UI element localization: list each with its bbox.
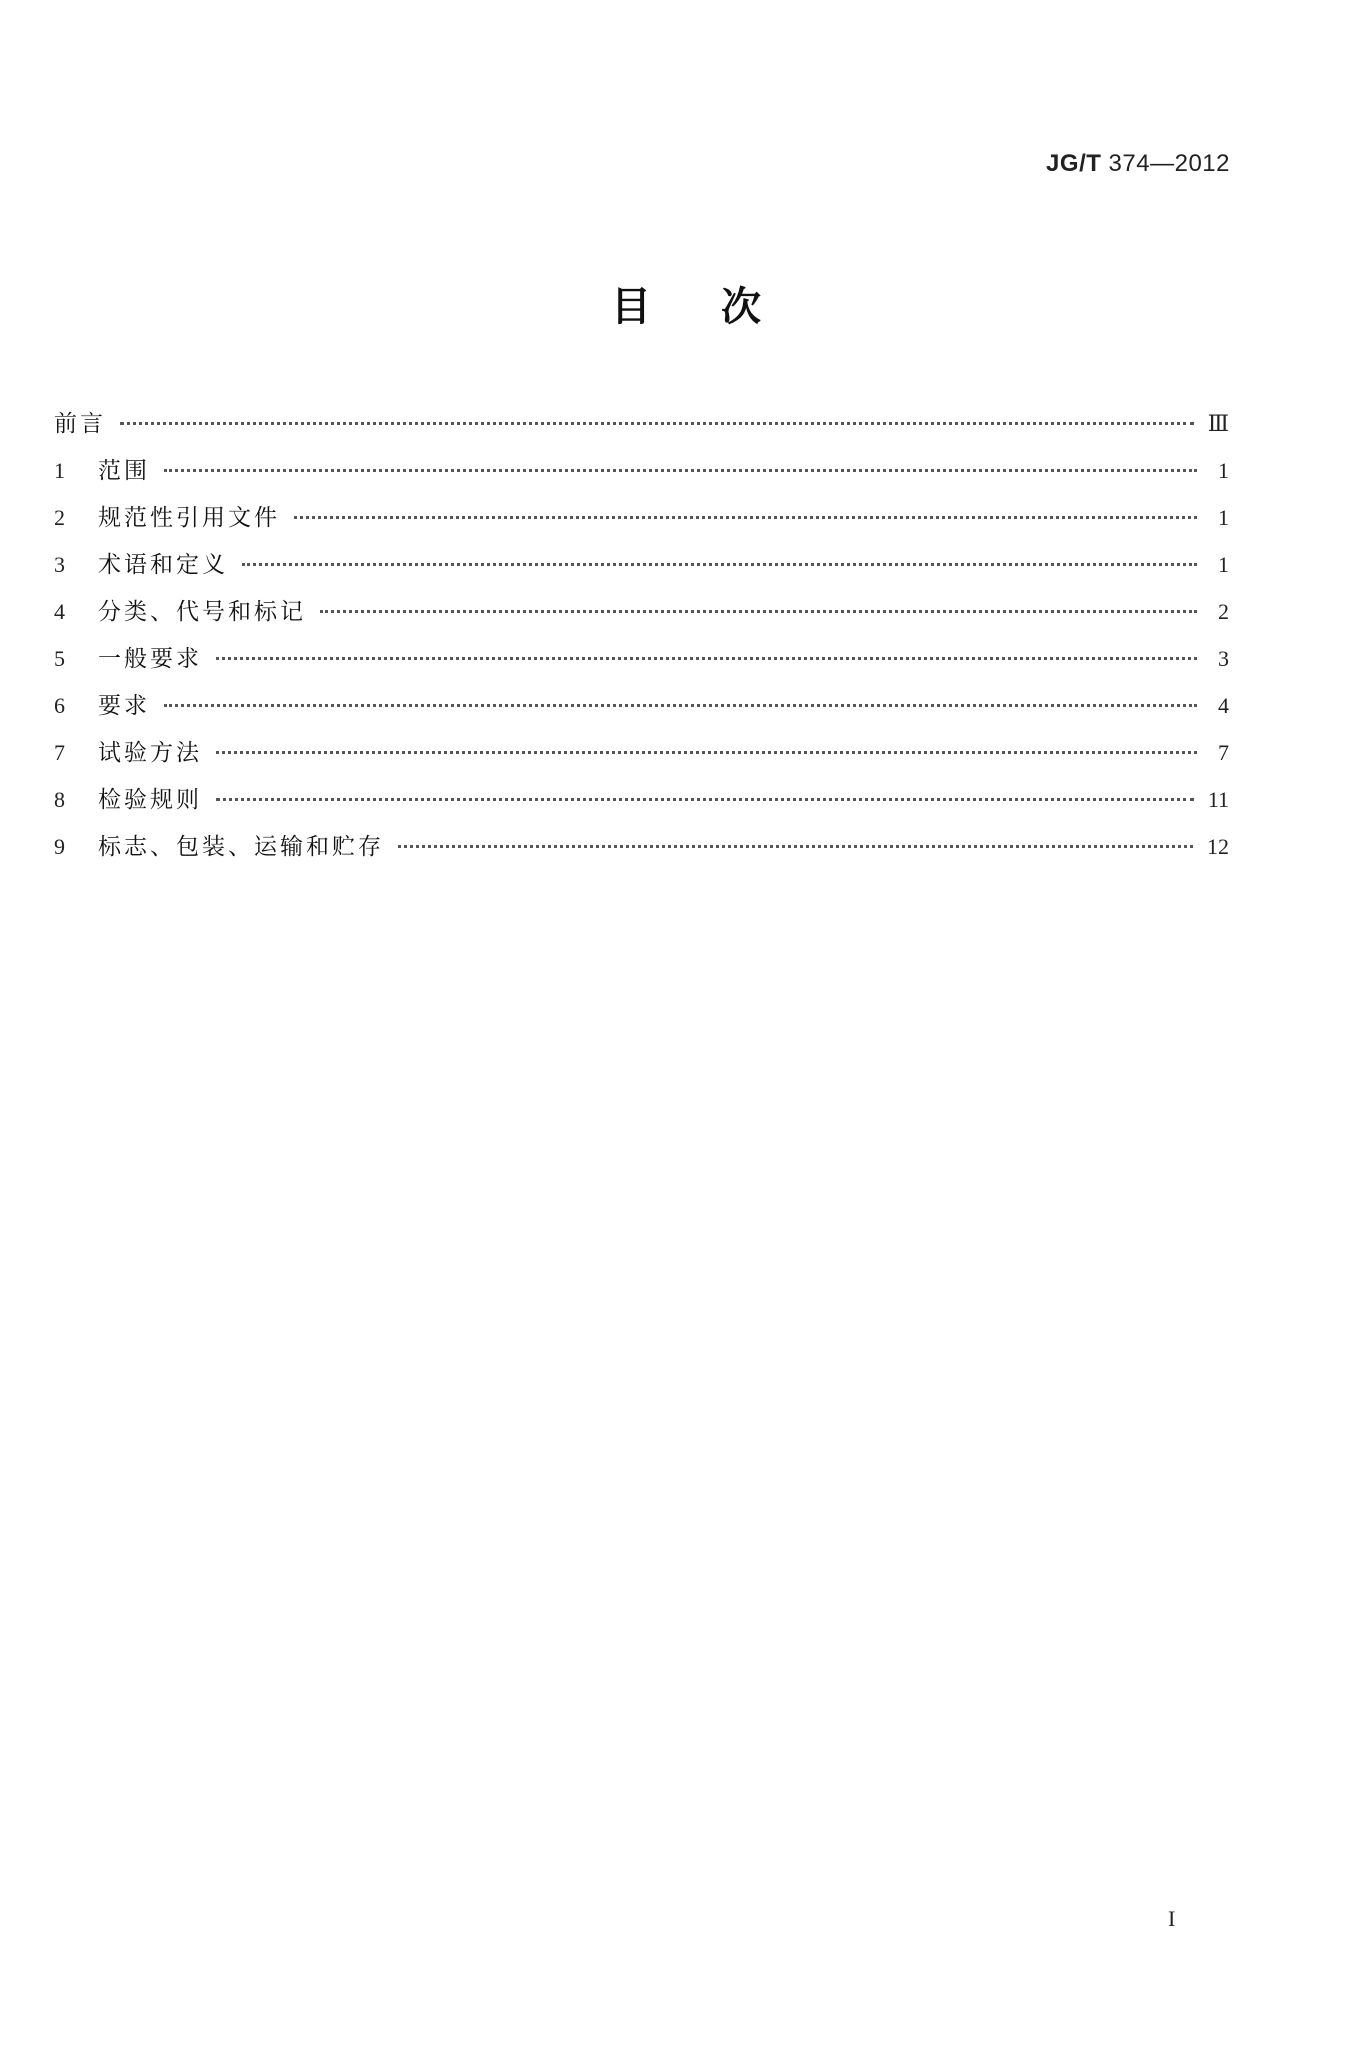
toc-entry-number: 9 [54,834,65,859]
toc-entry-scope[interactable] [54,447,1229,494]
toc-entry-label: 要求 [98,693,150,719]
toc-leader-dots [216,657,1197,660]
toc-entry-page: 4 [1218,693,1229,718]
toc-entry-page: 11 [1207,787,1229,812]
toc-entry-inspection-rules[interactable] [54,776,1229,823]
toc-entry-number: 5 [54,646,65,671]
toc-leader-dots [242,563,1197,566]
toc-entry-foreword[interactable] [54,400,1229,447]
toc-leader-dots [120,422,1194,425]
document-code [1046,150,1230,178]
toc-entry-requirements[interactable] [54,682,1229,729]
toc-entry-label: 一般要求 [98,646,202,672]
toc-entry-number: 2 [54,505,65,530]
toc-entry-page: 3 [1218,646,1229,671]
toc-leader-dots [164,469,1197,472]
toc-entry-label: 检验规则 [98,787,202,813]
toc-entry-test-methods[interactable] [54,729,1229,776]
toc-entry-number: 1 [54,458,65,483]
toc-entry-label: 范围 [98,458,150,484]
toc-leader-dots [294,516,1197,519]
toc-entry-normative-references[interactable] [54,494,1229,541]
toc-title: 目次 [611,284,831,330]
table-of-contents [54,400,1229,870]
toc-entry-label: 规范性引用文件 [98,505,280,531]
toc-entry-marking-packaging[interactable] [54,823,1229,870]
toc-entry-general-requirements[interactable] [54,635,1229,682]
document-code-prefix: JG/T [1046,150,1102,177]
toc-leader-dots [320,610,1197,613]
toc-entry-number: 6 [54,693,65,718]
toc-entry-label: 试验方法 [98,740,202,766]
toc-entry-page: 12 [1207,834,1229,859]
toc-entry-number: 4 [54,599,65,624]
toc-entry-page: 7 [1218,740,1229,765]
toc-entry-page: 2 [1218,599,1229,624]
toc-entry-number: 7 [54,740,65,765]
toc-entry-page: 1 [1218,552,1229,577]
toc-leader-dots [216,751,1197,754]
toc-entry-page: 1 [1218,458,1229,483]
toc-entry-page: Ⅲ [1207,411,1229,436]
toc-entry-label: 标志、包装、运输和贮存 [98,834,384,860]
toc-entry-label: 术语和定义 [98,552,228,578]
document-code-number: 374—2012 [1101,150,1230,177]
toc-leader-dots [398,845,1193,848]
page-number: I [1168,1906,1176,1931]
toc-entry-label: 分类、代号和标记 [98,599,306,625]
toc-leader-dots [216,798,1194,801]
toc-entry-page: 1 [1218,505,1229,530]
toc-entry-label: 前言 [54,411,106,437]
toc-leader-dots [164,704,1197,707]
toc-entry-number: 3 [54,552,65,577]
toc-entry-terms-definitions[interactable] [54,541,1229,588]
toc-entry-number: 8 [54,787,65,812]
toc-entry-classification[interactable] [54,588,1229,635]
